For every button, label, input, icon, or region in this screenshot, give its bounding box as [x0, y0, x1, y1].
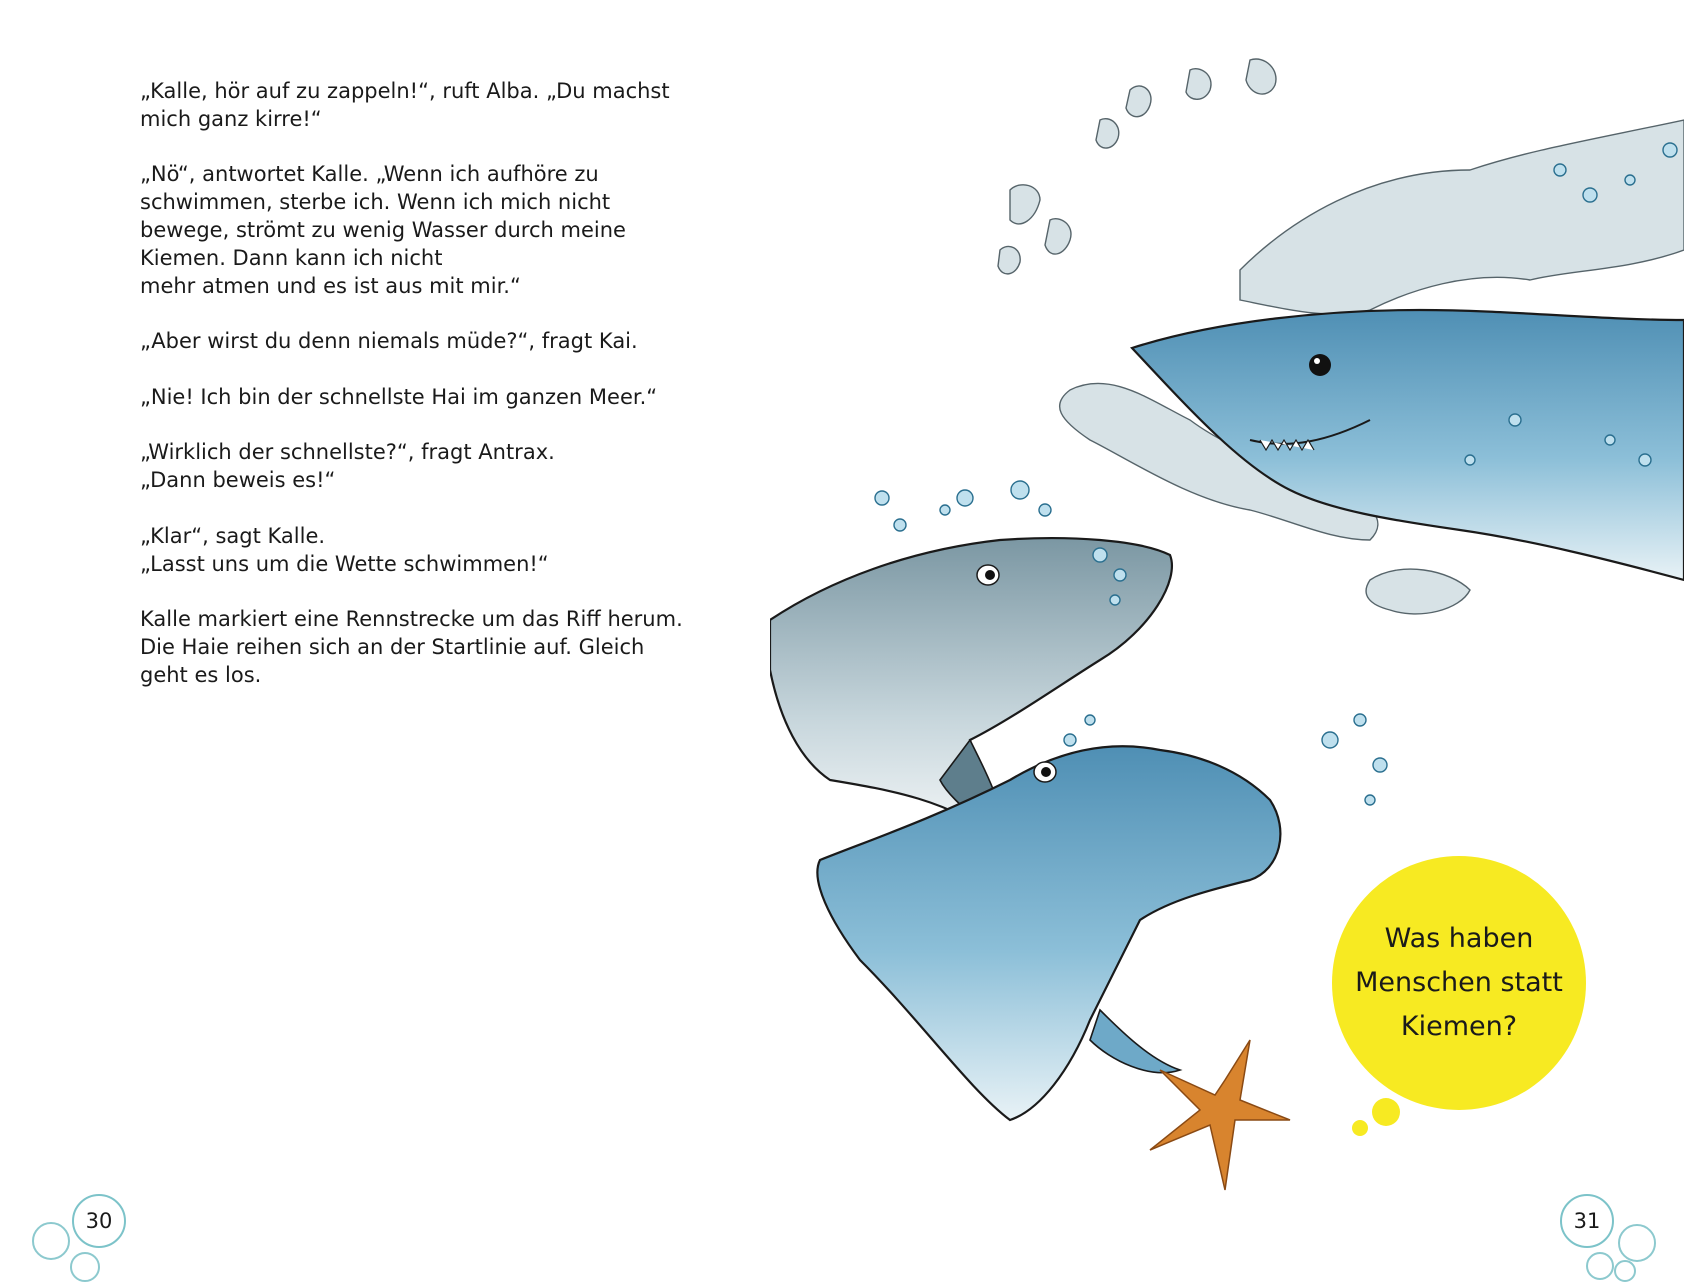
bubble-icon: [70, 1252, 100, 1282]
question-text: Was haben Menschen statt Kiemen?: [1355, 923, 1563, 1042]
paragraph-7: Kalle markiert eine Rennstrecke um das Riff herum. Die Haie reihen sich an der Startlinie auf. Gleich geht es los.: [140, 607, 683, 687]
thought-dot-small: [1352, 1120, 1368, 1136]
page-number-left: 30: [72, 1194, 126, 1248]
bubble-icon: [1618, 1224, 1656, 1262]
bubble-icon: [32, 1222, 70, 1260]
paragraph-1: „Kalle, hör auf zu zappeln!“, ruft Alba. „Du machst mich ganz kirre!“: [140, 79, 670, 131]
paragraph-5: „Wirklich der schnellste?“, fragt Antrax. „Dann beweis es!“: [140, 440, 555, 493]
page-number-right: 31: [1560, 1194, 1614, 1248]
story-text: [140, 78, 720, 717]
hammerhead-shark-icon: [817, 746, 1280, 1120]
starfish-icon: [1150, 1040, 1290, 1190]
paragraph-6: „Klar“, sagt Kalle. „Lasst uns um die Wette schwimmen!“: [140, 523, 549, 576]
paragraph-3: „Aber wirst du denn niemals müde?“, fragt Kai.: [140, 329, 638, 354]
paragraph-2: „Nö“, antwortet Kalle. „Wenn ich aufhöre zu schwimmen, sterbe ich. Wenn ich mich nicht bewege, strömt zu wenig Wasser durch meine Kiemen. Dann kann ich nicht mehr atmen und es ist aus mit mir.“: [140, 162, 626, 298]
question-bubble: [1332, 856, 1586, 1110]
bubble-icon: [1614, 1260, 1636, 1282]
thought-dot-large: [1372, 1098, 1400, 1126]
paragraph-4: „Nie! Ich bin der schnellste Hai im ganzen Meer.“: [140, 384, 658, 409]
bubble-icon: [1586, 1252, 1614, 1280]
